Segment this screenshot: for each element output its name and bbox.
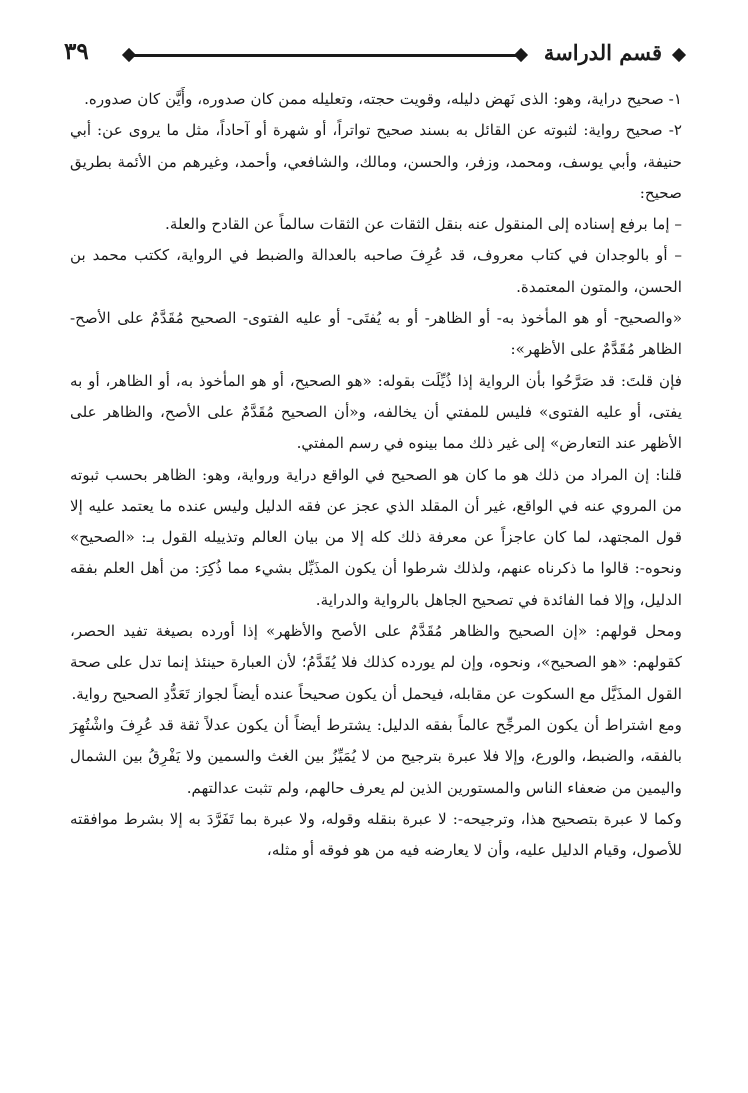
- paragraph: قلنا: إن المراد من ذلك هو ما كان هو الصحيح في الواقع دراية ورواية، وهو: الظاهر بحسب ثبوته من المروي عنه في الواقع، غير أن المقلد الذي عجز عن فقه الدليل وليس عنده ما يعتمد عليه إلا قول المجتهد، لما كان عاجزاً عن معرفة ذلك كله إلا من بيان العالم وتذييله القول بـ: «الصحيح» ونحوه-: قالوا ما ذكرناه عنهم، ولذلك شرطوا أن يكون المذَيِّل بشيء مما ذُكِرَ: من أهل العلم بفقه الدليل، وإلا فما الفائدة في تصحيح الجاهل بالرواية والدراية.: [70, 465, 682, 609]
- page-header: [62, 34, 688, 74]
- header-rule: [126, 54, 520, 57]
- section-title: قسم الدراسة: [543, 40, 662, 65]
- paragraph: ومع اشتراط أن يكون المرجِّح عالماً بفقه الدليل: يشترط أيضاً أن يكون عدلاً ثقة قد عُرِفَ واشْتُهِرَ بالفقه، والضبط، والورع، وإلا فلا عبرة بترجيح من لا يُمَيِّزُ بين الغث والسمين ولا يَفْرِقُ بين الشمال واليمين من ضعفاء الناس والمستورين الذين لم يعرف حالهم، ولم تثبت عدالتهم.: [70, 715, 682, 797]
- paragraph: ومحل قولهم: «إن الصحيح والظاهر مُقَدَّمٌ على الأصح والأظهر» إذا أورده بصيغة تفيد الحصر، كقولهم: «هو الصحيح»، ونحوه، وإن لم يورده كذلك فلا يُقَدَّمُ؛ لأن العبارة حينئذ إنما تدل على صحة القول المذَيَّل مع السكوت عن مقابله، فيحمل أن يكون صحيحاً عنده أيضاً لجواز تَعَدُّدِ الصحيح رواية.: [70, 622, 682, 703]
- header-diamond-left-icon: [122, 48, 136, 62]
- paragraph: – إما برفع إسناده إلى المنقول عنه بنقل الثقات عن الثقات سالماً عن القادح والعلة.: [165, 215, 682, 234]
- paragraph: وكما لا عبرة بتصحيح هذا، وترجيحه-: لا عبرة بنقله وقوله، ولا عبرة بما تَفَرَّدَ به إلا بشرط موافقته للأصول، وقيام الدليل عليه، وأن لا يعارضه فيه من هو فوقه أو مثله،: [70, 809, 682, 860]
- paragraph: ١- صحيح دراية، وهو: الذى نَهض دليله، وقويت حجته، وتعليله ممن كان صدوره، وأَيَّن كان صدوره.: [84, 90, 682, 108]
- paragraph: ٢- صحيح رواية: لثبوته عن القائل به بسند صحيح تواتراً، أو شهرة أو آحاداً، مثل ما يروى عن: أبي حنيفة، وأبي يوسف، ومحمد، وزفر، والحسن، ومالك، والشافعي، وأحمد، وغيرهم من الأئمة بطريق صحيح:: [70, 121, 682, 202]
- paragraph: «والصحيح- أو هو المأخوذ به- أو الظاهر- أو به يُفتَى- أو عليه الفتوى- الصحيح مُقَدَّمٌ على الأصح- الظاهر مُقَدَّمٌ على الأظهر»:: [70, 309, 682, 359]
- body-text: [70, 84, 682, 866]
- page-number: ٣٩: [64, 38, 89, 65]
- paragraph: – أو بالوجدان في كتاب معروف، قد عُرِفَ صاحبه بالعدالة والضبط في الرواية، ككتب محمد بن الحسن، والمتون المعتمدة.: [70, 246, 682, 296]
- paragraph: فإن قلتَ: قد صَرَّحُوا بأن الرواية إذا ذُيِّلَت بقوله: «هو الصحيح، أو هو المأخوذ به، أو الظاهر، أو به يفتى، أو عليه الفتوى» فليس للمفتي أن يخالفه، و«أن الصحيح مُقَدَّمٌ على الأصح، والظاهر على الأظهر عند التعارض» إلى غير ذلك مما بينوه في رسم المفتي.: [70, 371, 682, 453]
- header-diamond-right-icon: [672, 48, 686, 62]
